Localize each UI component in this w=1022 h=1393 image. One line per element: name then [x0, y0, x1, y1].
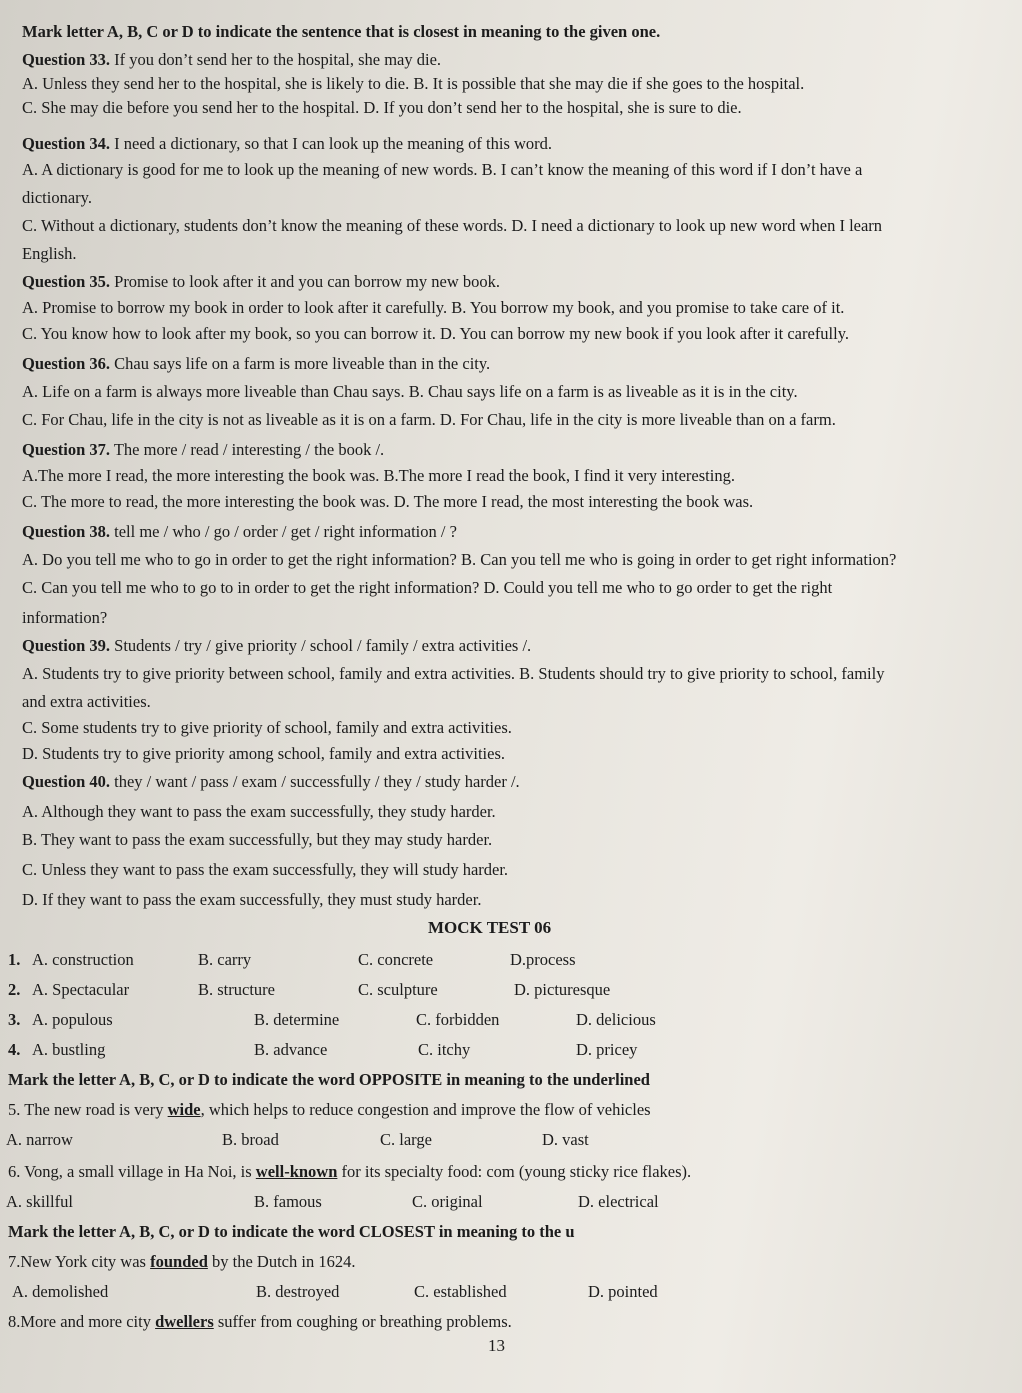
q8-text-before: 8.More and more city: [8, 1312, 156, 1331]
question-5: [8, 1100, 651, 1120]
option-c: C. itchy: [418, 1040, 471, 1059]
q37-options-ab: A.The more I read, the more interesting the book was. B.The more I read the book, I find it very interesting.: [22, 466, 735, 485]
option-b: B. broad: [222, 1130, 279, 1149]
question-stem: I need a dictionary, so that I can look up the meaning of this word.: [114, 134, 553, 153]
question-number: Question 37.: [22, 440, 111, 459]
question-stem: they / want / pass / exam / successfully / they / study harder /.: [114, 772, 520, 791]
pron-row-3: [0, 1010, 1022, 1034]
question-number: Question 35.: [22, 272, 111, 291]
question-37: [22, 440, 384, 460]
q36-options-cd: C. For Chau, life in the city is not as liveable as it is on a farm. D. For Chau, life in the city is more liveable than on a farm.: [22, 410, 836, 429]
q7-text-before: 7.New York city was: [8, 1252, 151, 1271]
item-number: 2.: [8, 980, 21, 999]
option-c: C. original: [412, 1192, 483, 1211]
q6-text-after: for its specialty food: com (young sticky rice flakes).: [337, 1162, 692, 1181]
question-36: [22, 354, 490, 374]
question-6: [8, 1162, 691, 1182]
question-34: [22, 134, 552, 154]
q34-options-cd-cont: English.: [22, 244, 77, 263]
question-38: [22, 522, 457, 542]
q33-options-cd: C. She may die before you send her to the hospital. D. If you don’t send her to the hospital, she is sure to die.: [22, 98, 742, 117]
mock-test-title: MOCK TEST 06: [428, 918, 552, 937]
option-a: A. populous: [32, 1010, 113, 1029]
question-stem: The more / read / interesting / the book /.: [113, 440, 385, 459]
question-39: [22, 636, 531, 656]
question-33: [22, 50, 441, 70]
q5-text-after: , which helps to reduce congestion and improve the flow of vehicles: [200, 1100, 651, 1119]
q40-option-a: A. Although they want to pass the exam successfully, they study harder.: [22, 802, 496, 821]
option-d: D. picturesque: [514, 980, 611, 999]
q34-options-cd: C. Without a dictionary, students don’t know the meaning of these words. D. I need a dictionary to look up new word when I learn: [22, 216, 883, 235]
q38-options-cd: C. Can you tell me who to go to in order to get the right information? D. Could you tell me who to go order to get the right: [22, 578, 833, 597]
option-b: B. destroyed: [256, 1282, 340, 1301]
option-c: C. large: [380, 1130, 432, 1149]
question-number: Question 34.: [22, 134, 111, 153]
q38-options-cd-cont: information?: [22, 608, 108, 627]
option-d: D. pointed: [588, 1282, 658, 1301]
question-stem: Promise to look after it and you can borrow my new book.: [114, 272, 500, 291]
option-b: B. carry: [198, 950, 252, 969]
q7-underlined-word: founded: [150, 1252, 208, 1271]
option-c: C. established: [414, 1282, 507, 1301]
instruction-opposite: Mark the letter A, B, C, or D to indicate the word OPPOSITE in meaning to the underlined: [8, 1070, 650, 1089]
q8-underlined-word: dwellers: [155, 1312, 214, 1331]
question-40: [22, 772, 520, 792]
option-d: D. electrical: [578, 1192, 659, 1211]
option-a: A. narrow: [6, 1130, 73, 1149]
q34-options-ab-cont: dictionary.: [22, 188, 92, 207]
pron-row-1: [0, 950, 1022, 974]
question-stem: If you don’t send her to the hospital, she may die.: [114, 50, 442, 69]
question-stem: Chau says life on a farm is more liveable than in the city.: [114, 354, 491, 373]
option-d: D. delicious: [576, 1010, 656, 1029]
option-b: B. advance: [254, 1040, 328, 1059]
option-c: C. concrete: [358, 950, 434, 969]
instruction-closest-sentence: Mark letter A, B, C or D to indicate the sentence that is closest in meaning to the given one.: [22, 22, 661, 41]
q33-options-ab: A. Unless they send her to the hospital, she is likely to die. B. It is possible that she may die if she goes to the hospital.: [22, 74, 805, 93]
item-number: 4.: [8, 1040, 21, 1059]
q39-options-ab-cont: and extra activities.: [22, 692, 151, 711]
option-c: C. sculpture: [358, 980, 438, 999]
q40-option-c: C. Unless they want to pass the exam successfully, they will study harder.: [22, 860, 509, 879]
question-number: Question 33.: [22, 50, 111, 69]
q37-options-cd: C. The more to read, the more interesting the book was. D. The more I read, the most interesting the book was.: [22, 492, 754, 511]
question-number: Question 36.: [22, 354, 111, 373]
option-a: A. construction: [32, 950, 134, 969]
question-7: [8, 1252, 355, 1272]
q35-options-ab: A. Promise to borrow my book in order to look after it carefully. B. You borrow my book, and you promise to take care of it.: [22, 298, 845, 317]
q39-option-d: D. Students try to give priority among school, family and extra activities.: [22, 744, 505, 763]
option-d: D. vast: [542, 1130, 589, 1149]
question-number: Question 39.: [22, 636, 111, 655]
q36-options-ab: A. Life on a farm is always more liveable than Chau says. B. Chau says life on a farm is as liveable as it is in the city.: [22, 382, 798, 401]
option-d: D. pricey: [576, 1040, 638, 1059]
q8-text-after: suffer from coughing or breathing problems.: [213, 1312, 512, 1331]
question-35: [22, 272, 500, 292]
option-a: A. demolished: [12, 1282, 109, 1301]
q39-options-ab: A. Students try to give priority between school, family and extra activities. B. Students should try to give priority to school, family: [22, 664, 885, 683]
question-number: Question 38.: [22, 522, 111, 541]
option-b: B. determine: [254, 1010, 340, 1029]
q6-text-before: 6. Vong, a small village in Ha Noi, is: [8, 1162, 256, 1181]
question-stem: Students / try / give priority / school / family / extra activities /.: [114, 636, 532, 655]
item-number: 1.: [8, 950, 21, 969]
option-a: A. bustling: [32, 1040, 106, 1059]
pron-row-2: [0, 980, 1022, 1004]
q5-text-before: 5. The new road is very: [8, 1100, 168, 1119]
q7-options: [0, 1282, 1022, 1306]
q6-underlined-word: well-known: [255, 1162, 338, 1181]
q40-option-d: D. If they want to pass the exam successfully, they must study harder.: [22, 890, 482, 909]
pron-row-4: [0, 1040, 1022, 1064]
q5-options: [0, 1130, 1022, 1154]
option-a: A. Spectacular: [32, 980, 130, 999]
page-number: 13: [488, 1336, 505, 1355]
q39-option-c: C. Some students try to give priority of school, family and extra activities.: [22, 718, 512, 737]
q6-options: [0, 1192, 1022, 1216]
option-d: D.process: [510, 950, 576, 969]
option-b: B. structure: [198, 980, 275, 999]
option-b: B. famous: [254, 1192, 322, 1211]
option-a: A. skillful: [6, 1192, 73, 1211]
item-number: 3.: [8, 1010, 21, 1029]
option-c: C. forbidden: [416, 1010, 500, 1029]
q40-option-b: B. They want to pass the exam successfully, but they may study harder.: [22, 830, 493, 849]
q7-text-after: by the Dutch in 1624.: [207, 1252, 356, 1271]
q34-options-ab: A. A dictionary is good for me to look up the meaning of new words. B. I can’t know the meaning of this word if I don’t have a: [22, 160, 863, 179]
instruction-closest-word: Mark the letter A, B, C, or D to indicate the word CLOSEST in meaning to the u: [8, 1222, 575, 1241]
q35-options-cd: C. You know how to look after my book, so you can borrow it. D. You can borrow my new book if you look after it carefully.: [22, 324, 850, 343]
question-number: Question 40.: [22, 772, 111, 791]
question-8: [8, 1312, 512, 1332]
q38-options-ab: A. Do you tell me who to go in order to get the right information? B. Can you tell me who is going in order to get right information?: [22, 550, 897, 569]
q5-underlined-word: wide: [167, 1100, 201, 1119]
question-stem: tell me / who / go / order / get / right information / ?: [114, 522, 457, 541]
